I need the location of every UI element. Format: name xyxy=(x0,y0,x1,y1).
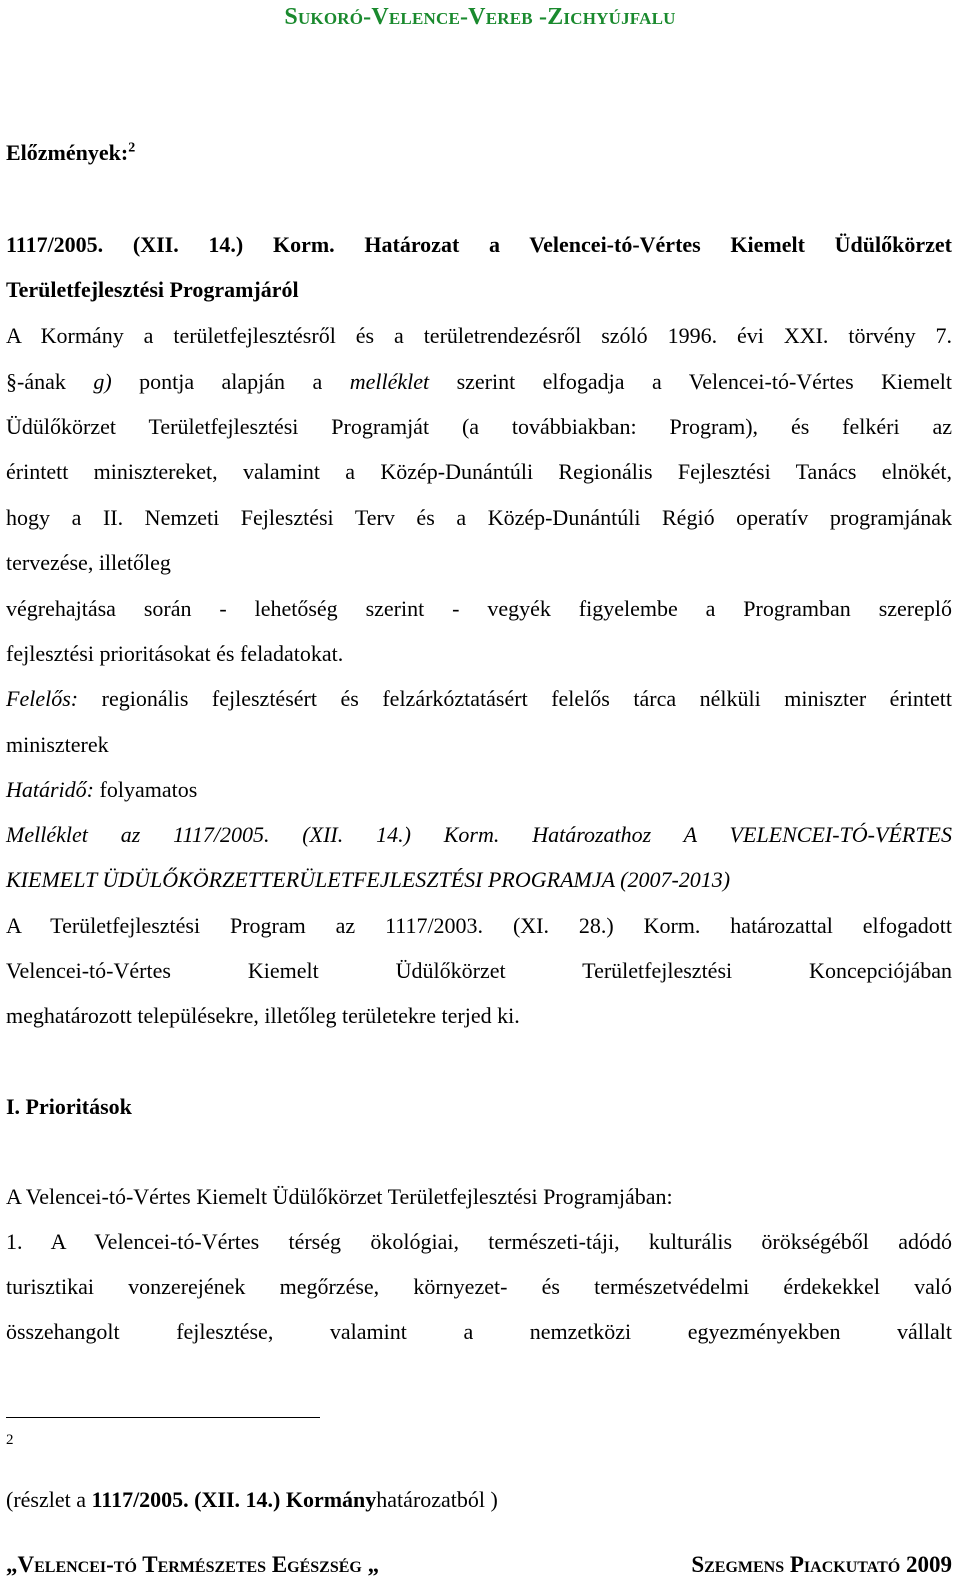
deadline-label: Határidő: xyxy=(6,777,94,802)
page-header-title: Sukoró-Velence-Vereb -Zichyújfalu xyxy=(284,4,676,30)
page-footer xyxy=(6,1552,952,1578)
body-line: Üdülőkörzet Területfejlesztési Programját (a továbbiakban: Program), és felkéri az xyxy=(6,414,952,439)
annex-title-line-2: KIEMELT ÜDÜLŐKÖRZETTERÜLETFEJLESZTÉSI PROGRAMJA (2007-2013) xyxy=(6,867,731,892)
heading-text: Előzmények: xyxy=(6,140,129,165)
bold-run: 1117/2005. (XII. 14.) Kormány xyxy=(91,1487,377,1512)
annex-title-line-1: Melléklet az 1117/2005. (XII. 14.) Korm. Határozathoz A VELENCEI-TÓ-VÉRTES xyxy=(6,822,952,847)
heading-elozmenyek xyxy=(6,140,952,166)
italic-run: melléklet xyxy=(349,369,430,394)
footer-left: „Velencei-tó Természetes Egészség „ xyxy=(6,1552,380,1577)
footnote-separator xyxy=(6,1417,320,1418)
body-line: végrehajtása során - lehetőség szerint - vegyék figyelembe a Programban szereplő xyxy=(6,596,952,621)
body-line: A Kormány a területfejlesztésről és a területrendezésről szóló 1996. évi XXI. törvény 7. xyxy=(6,323,952,348)
body-line: összehangolt fejlesztése, valamint a nemzetközi egyezményekben vállalt xyxy=(6,1319,952,1344)
body-line: A Területfejlesztési Program az 1117/2003. (XI. 28.) Korm. határozattal elfogadott xyxy=(6,913,952,938)
body-line: 1. A Velencei-tó-Vértes térség ökológiai, természeti-táji, kulturális örökségéből adódó xyxy=(6,1229,952,1254)
text-run: regionális fejlesztésért és felzárkóztatásért felelős tárca nélküli miniszter érintett xyxy=(78,686,952,711)
responsible-label: Felelős: xyxy=(6,686,79,711)
text-run: (részlet a xyxy=(6,1487,92,1512)
footer-right: Szegmens Piackutató 2009 xyxy=(691,1552,952,1577)
resolution-title-line-1: 1117/2005. (XII. 14.) Korm. Határozat a Velencei-tó-Vértes Kiemelt Üdülőkörzet xyxy=(6,232,952,257)
responsible-line xyxy=(6,686,952,712)
footnote-number: 2 xyxy=(6,1432,14,1448)
body-line: miniszterek xyxy=(6,732,109,757)
italic-run: g) xyxy=(93,369,112,394)
footnote-text xyxy=(6,1487,952,1513)
body-line xyxy=(6,369,952,395)
body-line: turisztikai vonzerejének megőrzése, környezet- és természetvédelmi érdekekkel való xyxy=(6,1274,952,1299)
deadline-line xyxy=(6,777,952,803)
body-line: érintett minisztereket, valamint a Közép-Dunántúli Regionális Fejlesztési Tanács elnökét, xyxy=(6,459,952,484)
text-run: folyamatos xyxy=(94,777,198,802)
body-line: meghatározott településekre, illetőleg területekre terjed ki. xyxy=(6,1003,520,1028)
resolution-title-line-2: Területfejlesztési Programjáról xyxy=(6,277,299,302)
footnote-ref: 2 xyxy=(128,140,136,156)
text-run: pontja alapján a xyxy=(111,369,350,394)
text-run: szerint elfogadja a Velencei-tó-Vértes Kiemelt xyxy=(429,369,953,394)
body-line: hogy a II. Nemzeti Fejlesztési Terv és a Közép-Dunántúli Régió operatív programjának xyxy=(6,505,952,530)
text-run: §-ának xyxy=(6,369,94,394)
body-line: Velencei-tó-Vértes Kiemelt Üdülőkörzet Területfejlesztési Koncepciójában xyxy=(6,958,952,983)
body-line: A Velencei-tó-Vértes Kiemelt Üdülőkörzet Területfejlesztési Programjában: xyxy=(6,1184,673,1209)
body-line: tervezése, illetőleg xyxy=(6,550,171,575)
heading-prioritasok: I. Prioritások xyxy=(6,1094,132,1119)
text-run: határozatból ) xyxy=(376,1487,498,1512)
body-line: fejlesztési prioritásokat és feladatokat. xyxy=(6,641,344,666)
